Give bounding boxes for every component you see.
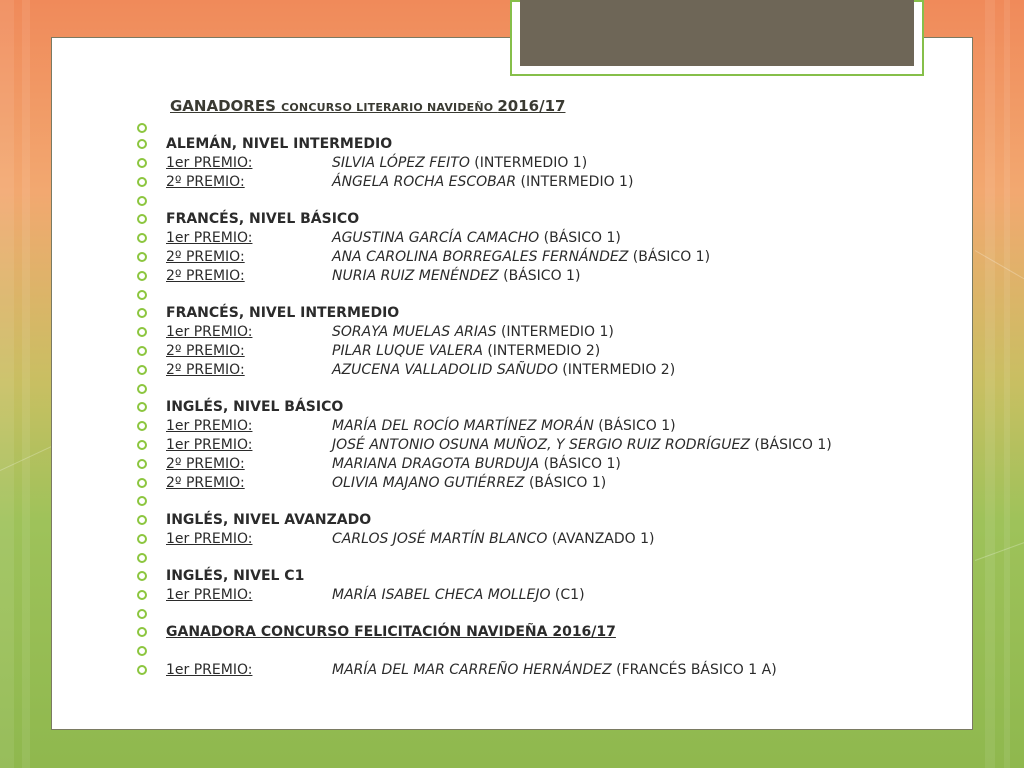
prize-winner bbox=[332, 436, 832, 455]
bullet-icon bbox=[137, 384, 147, 394]
winner-level: (C1) bbox=[550, 587, 585, 603]
section-heading: FRANCÉS, NIVEL INTERMEDIO bbox=[166, 305, 400, 321]
winner-level: (BÁSICO 1) bbox=[593, 418, 676, 434]
prize-label: 1er PREMIO: bbox=[166, 230, 253, 246]
prize-label: 1er PREMIO: bbox=[166, 324, 253, 340]
winner-level: (INTERMEDIO 1) bbox=[516, 174, 634, 190]
prize-label: 2º PREMIO: bbox=[166, 343, 245, 359]
prize-label: 1er PREMIO: bbox=[166, 155, 253, 171]
bullet-icon bbox=[137, 308, 147, 318]
prize-label: 1er PREMIO: bbox=[166, 437, 253, 453]
bullet-icon bbox=[137, 196, 147, 206]
bullet-icon bbox=[137, 590, 147, 600]
prize-winner bbox=[332, 417, 676, 436]
prize-label: 2º PREMIO: bbox=[166, 249, 245, 265]
winner-name: ÁNGELA ROCHA ESCOBAR bbox=[332, 174, 517, 190]
bullet-icon bbox=[137, 534, 147, 544]
bullet-icon bbox=[137, 496, 147, 506]
bullet-icon bbox=[137, 459, 147, 469]
bullet-icon bbox=[137, 440, 147, 450]
bullet-icon bbox=[137, 646, 147, 656]
bullet-icon bbox=[137, 421, 147, 431]
winner-level: (BÁSICO 1) bbox=[498, 268, 581, 284]
prize-winner bbox=[332, 530, 655, 549]
winner-level: (BÁSICO 1) bbox=[749, 437, 832, 453]
prize-label: 1er PREMIO: bbox=[166, 531, 253, 547]
winner-level: (INTERMEDIO 2) bbox=[482, 343, 601, 359]
winner-name: SORAYA MUELAS ARIAS bbox=[332, 324, 497, 340]
bullet-icon bbox=[137, 627, 147, 637]
prize-winner bbox=[332, 323, 614, 342]
prize-winner bbox=[332, 342, 600, 361]
prize-winner bbox=[332, 248, 710, 267]
section-heading: INGLÉS, NIVEL C1 bbox=[166, 568, 305, 584]
bullet-icon bbox=[137, 665, 147, 675]
bullet-icon bbox=[137, 158, 147, 168]
winner-level: (INTERMEDIO 1) bbox=[469, 155, 588, 171]
bullet-icon bbox=[137, 139, 147, 149]
slide-title bbox=[170, 96, 565, 118]
winner-name: NURIA RUIZ MENÉNDEZ bbox=[332, 268, 499, 284]
section-heading: ALEMÁN, NIVEL INTERMEDIO bbox=[166, 136, 393, 152]
winner-level: (INTERMEDIO 2) bbox=[557, 362, 676, 378]
section-heading: FRANCÉS, NIVEL BÁSICO bbox=[166, 211, 360, 227]
winner-name: MARIANA DRAGOTA BURDUJA bbox=[332, 456, 540, 472]
bullet-icon bbox=[137, 214, 147, 224]
prize-label: 2º PREMIO: bbox=[166, 268, 245, 284]
winner-name: MARÍA ISABEL CHECA MOLLEJO bbox=[332, 587, 551, 603]
winner-name: ANA CAROLINA BORREGALES FERNÁNDEZ bbox=[332, 249, 629, 265]
bullet-icon bbox=[137, 177, 147, 187]
bullet-icon bbox=[137, 252, 147, 262]
title-part-3: 2016/17 bbox=[497, 97, 566, 115]
prize-label: 1er PREMIO: bbox=[166, 418, 253, 434]
prize-winner bbox=[332, 661, 777, 680]
bullet-icon bbox=[137, 271, 147, 281]
bullet-icon bbox=[137, 365, 147, 375]
winner-name: AGUSTINA GARCÍA CAMACHO bbox=[332, 230, 540, 246]
section-heading: INGLÉS, NIVEL BÁSICO bbox=[166, 399, 344, 415]
winner-name: JOSÉ ANTONIO OSUNA MUÑOZ, Y SERGIO RUIZ RODRÍGUEZ bbox=[332, 437, 750, 453]
prize-winner bbox=[332, 474, 606, 493]
prize-label: 1er PREMIO: bbox=[166, 587, 253, 603]
winner-level: (AVANZADO 1) bbox=[547, 531, 655, 547]
winner-level: (FRANCÉS BÁSICO 1 A) bbox=[611, 662, 777, 678]
winner-level: (BÁSICO 1) bbox=[524, 475, 607, 491]
winner-level: (BÁSICO 1) bbox=[539, 456, 621, 472]
prize-label: 2º PREMIO: bbox=[166, 456, 245, 472]
prize-winner bbox=[332, 586, 585, 605]
winner-level: (BÁSICO 1) bbox=[539, 230, 621, 246]
title-part-1: GANADORES bbox=[170, 97, 282, 115]
prize-winner bbox=[332, 154, 587, 173]
bullet-icon bbox=[137, 553, 147, 563]
prize-label: 2º PREMIO: bbox=[166, 174, 245, 190]
winner-name: PILAR LUQUE VALERA bbox=[332, 343, 483, 359]
bullet-icon bbox=[137, 233, 147, 243]
bullet-icon bbox=[137, 515, 147, 525]
prize-winner bbox=[332, 173, 633, 192]
bullet-icon bbox=[137, 123, 147, 133]
winner-name: MARÍA DEL MAR CARREÑO HERNÁNDEZ bbox=[332, 662, 612, 678]
prize-winner bbox=[332, 455, 621, 474]
prize-label: 1er PREMIO: bbox=[166, 662, 253, 678]
greeting-contest-heading: GANADORA CONCURSO FELICITACIÓN NAVIDEÑA 2016/17 bbox=[166, 624, 616, 640]
winner-name: AZUCENA VALLADOLID SAÑUDO bbox=[332, 362, 558, 378]
bullet-icon bbox=[137, 346, 147, 356]
prize-winner bbox=[332, 229, 621, 248]
winner-name: CARLOS JOSÉ MARTÍN BLANCO bbox=[332, 531, 548, 547]
winner-level: (INTERMEDIO 1) bbox=[496, 324, 614, 340]
bullet-icon bbox=[137, 402, 147, 412]
title-part-2: CONCURSO LITERARIO NAVIDEÑO bbox=[281, 101, 498, 114]
prize-label: 2º PREMIO: bbox=[166, 362, 245, 378]
bullet-icon bbox=[137, 571, 147, 581]
winner-name: OLIVIA MAJANO GUTIÉRREZ bbox=[332, 475, 525, 491]
winner-name: SILVIA LÓPEZ FEITO bbox=[332, 155, 470, 171]
bullet-icon bbox=[137, 609, 147, 619]
bullet-icon bbox=[137, 290, 147, 300]
bullet-icon bbox=[137, 478, 147, 488]
winner-level: (BÁSICO 1) bbox=[628, 249, 711, 265]
prize-winner bbox=[332, 361, 675, 380]
prize-label: 2º PREMIO: bbox=[166, 475, 245, 491]
winner-name: MARÍA DEL ROCÍO MARTÍNEZ MORÁN bbox=[332, 418, 594, 434]
prize-winner bbox=[332, 267, 580, 286]
section-heading: INGLÉS, NIVEL AVANZADO bbox=[166, 512, 372, 528]
bullet-icon bbox=[137, 327, 147, 337]
